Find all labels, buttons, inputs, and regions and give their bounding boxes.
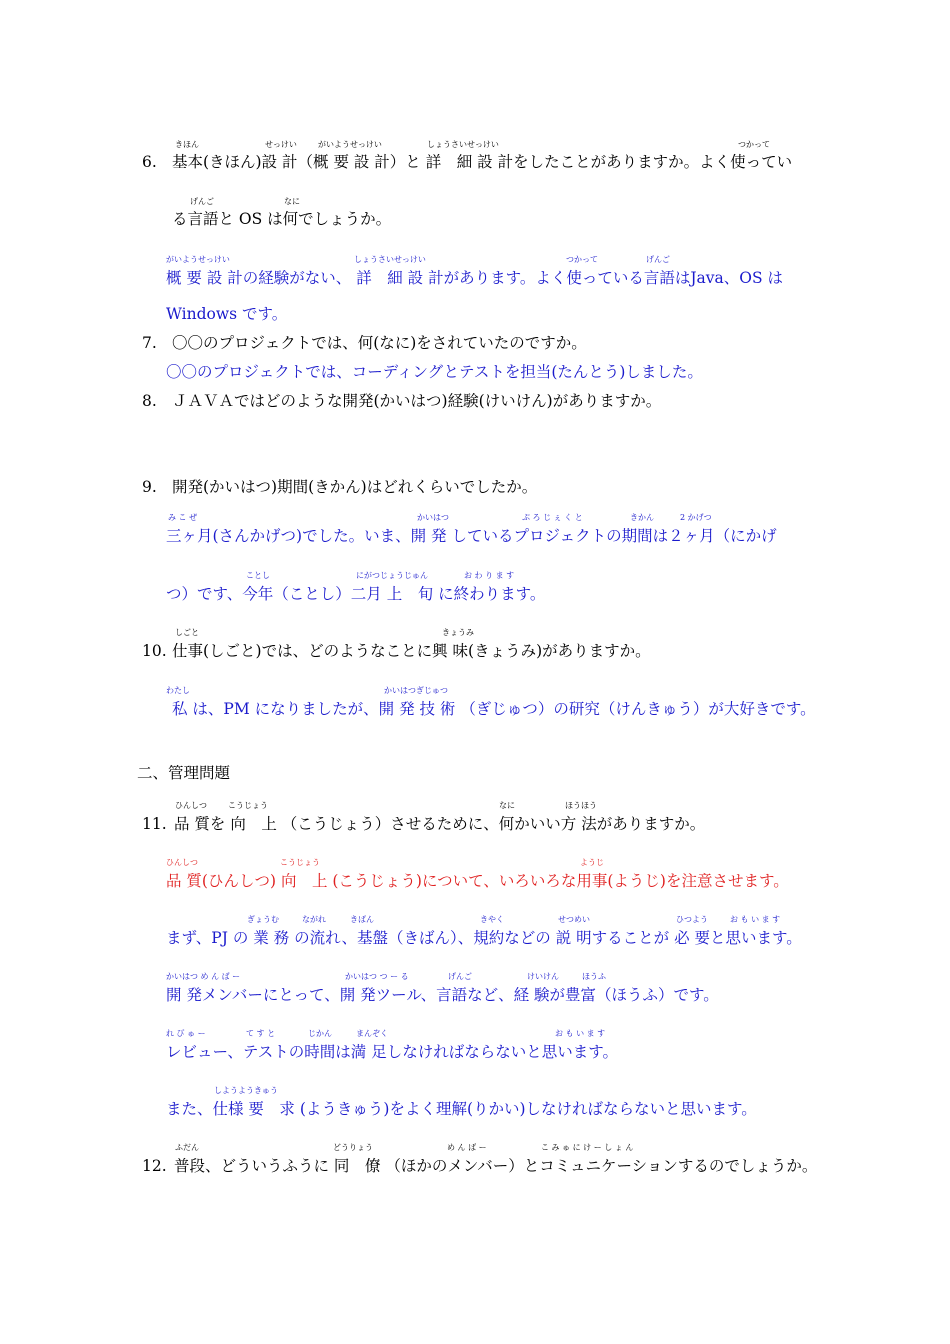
ruby-kihon: きほん — [175, 140, 199, 149]
ruby-kaihatsu-menbaa: かいはつ め ん ば ー — [166, 972, 241, 981]
ruby-tsukatte: つかって — [738, 140, 770, 149]
ruby-nigatsujoujun: にがつじょうじゅん — [356, 571, 428, 580]
ruby-komyunikeeshon: こ み ゅ に け ー し ょ ん — [541, 1143, 634, 1152]
ruby-hitsuyou: ひつよう — [676, 915, 708, 924]
ruby-rebyuu: れ び ゅ ー — [166, 1029, 206, 1038]
ruby-koujou: こうじょう — [280, 858, 320, 867]
ruby-gengo: げんご — [190, 197, 214, 206]
question-number: 10. — [142, 642, 167, 660]
ruby-keiken: けいけん — [527, 972, 559, 981]
ruby-omoimasu: お も い ま す — [730, 915, 781, 924]
ruby-houhou: ほうほう — [565, 801, 597, 810]
ruby-koujou: こうじょう — [228, 801, 268, 810]
ruby-tesuto: て す と — [246, 1029, 276, 1038]
ruby-omoimasu: お も い ま す — [555, 1029, 606, 1038]
question-10: 仕事(しごと)では、どのようなことに興 味(きょうみ)がありますか。 — [172, 642, 651, 660]
ruby-kaihatsugijutsu: かいはつぎじゅつ — [384, 686, 448, 695]
ruby-watashi: わたし — [166, 686, 190, 695]
ruby-gaiyousekkei: がいようせっけい — [166, 255, 230, 264]
ruby-sekkei: せっけい — [265, 140, 297, 149]
ruby-owarimasu: お わ り ま す — [464, 571, 515, 580]
ruby-shiyouyoukyuu: しようようきゅう — [214, 1086, 278, 1095]
ruby-kaihatsu: かいはつ — [417, 513, 449, 522]
ruby-hinshitsu: ひんしつ — [166, 858, 198, 867]
answer-7: 〇〇のプロジェクトでは、コーディングとテストを担当(たんとう)しました。 — [166, 363, 703, 381]
ruby-kaihatsu-tsuuru: かいはつ つ ー る — [345, 972, 409, 981]
question-number: 6. — [142, 153, 157, 171]
ruby-gyoumu: ぎょうむ — [247, 915, 279, 924]
ruby-tsukatte: つかって — [566, 255, 598, 264]
ruby-setsumei: せつめい — [558, 915, 590, 924]
ruby-kiban: きばん — [350, 915, 374, 924]
answer-11-line-2: まず、PJ の 業 務 の流れ、基盤（きばん）、規約などの 説 明することが 必 要と思います。 — [166, 929, 802, 947]
ruby-jikan: じかん — [308, 1029, 332, 1038]
ruby-nani: なに — [284, 197, 300, 206]
answer-11-line-5: また、仕様 要 求 (ようきゅう)をよく理解(りかい)しなければならないと思います。 — [166, 1100, 757, 1118]
answer-9-line-1: 三ヶ月(さんかげつ)でした。いま、開 発 しているプロジェクトの期間は２ヶ月（にかげ — [166, 527, 777, 545]
ruby-kotoshi: ことし — [246, 571, 270, 580]
ruby-gengo: げんご — [448, 972, 472, 981]
answer-11-line-1: 品 質(ひんしつ) 向 上 (こうじょう)について、いろいろな用事(ようじ)を注意させます。 — [166, 872, 789, 890]
ruby-kyoumi: きょうみ — [442, 628, 474, 637]
ruby-douryou: どうりょう — [333, 1143, 373, 1152]
section-heading: 二、管理問題 — [137, 764, 231, 782]
ruby-shousaisekkei: しょうさいせっけい — [427, 140, 499, 149]
question-11: 品 質を 向 上 （こうじょう）させるために、何かいい方 法がありますか。 — [174, 815, 706, 833]
ruby-kikan: きかん — [630, 513, 654, 522]
question-6-line-1: 基本(きほん)設 計（概 要 設 計）と 詳 細 設 計をしたことがありますか。よく使ってい — [172, 153, 793, 171]
ruby-fudan: ふだん — [175, 1143, 199, 1152]
ruby-shigoto: しごと — [175, 628, 199, 637]
question-number: 8. — [142, 392, 157, 410]
ruby-hinshitsu: ひんしつ — [175, 801, 207, 810]
ruby-gengo: げんご — [646, 255, 670, 264]
ruby-shousaisekkei: しょうさいせっけい — [354, 255, 426, 264]
ruby-nani: なに — [499, 801, 515, 810]
answer-11-line-4: レビュー、テストの時間は満 足しなければならないと思います。 — [166, 1043, 618, 1061]
ruby-mikoze: み こ ぜ — [168, 513, 198, 522]
question-8: ＪＡＶＡではどのような開発(かいはつ)経験(けいけん)がありますか。 — [172, 392, 662, 410]
question-6-line-2: る言語と OS は何でしょうか。 — [172, 210, 392, 228]
question-number: 11. — [142, 815, 167, 833]
question-number: 9. — [142, 478, 157, 496]
answer-11-line-3: 開 発メンバーにとって、開 発ツール、言語など、経 験が豊富（ほうふ）です。 — [166, 986, 719, 1004]
question-9: 開発(かいはつ)期間(きかん)はどれくらいでしたか。 — [172, 478, 538, 496]
ruby-purojekuto: ぷ ろ じ ぇ く と — [522, 513, 583, 522]
answer-10: 私 は、PM になりましたが、開 発 技 術 （ぎじゅつ）の研究（けんきゅう）が大好きです。 — [172, 700, 816, 718]
ruby-gaiyousekkei: がいようせっけい — [318, 140, 382, 149]
ruby-nagare: ながれ — [302, 915, 326, 924]
ruby-nikagetsu: 2 かげつ — [680, 513, 712, 522]
ruby-menbaa: め ん ば ー — [447, 1143, 487, 1152]
ruby-manzoku: まんぞく — [356, 1029, 388, 1038]
ruby-youji: ようじ — [580, 858, 604, 867]
answer-9-line-2: つ）です、今年（ことし）二月 上 旬 に終わります。 — [166, 585, 546, 603]
question-12: 普段、どういうふうに 同 僚 （ほかのメンバー）とコミュニケーションするのでしょうか。 — [174, 1157, 818, 1175]
answer-6-line-2: Windows です。 — [166, 305, 288, 323]
ruby-kiyaku: きやく — [480, 915, 504, 924]
question-7: 〇〇のプロジェクトでは、何(なに)をされていたのですか。 — [172, 334, 587, 352]
question-number: 12. — [142, 1157, 167, 1175]
answer-6-line-1: 概 要 設 計の経験がない、 詳 細 設 計があります。よく使っている言語はJava、OS は — [166, 269, 784, 287]
question-number: 7. — [142, 334, 157, 352]
ruby-houfu: ほうふ — [582, 972, 606, 981]
